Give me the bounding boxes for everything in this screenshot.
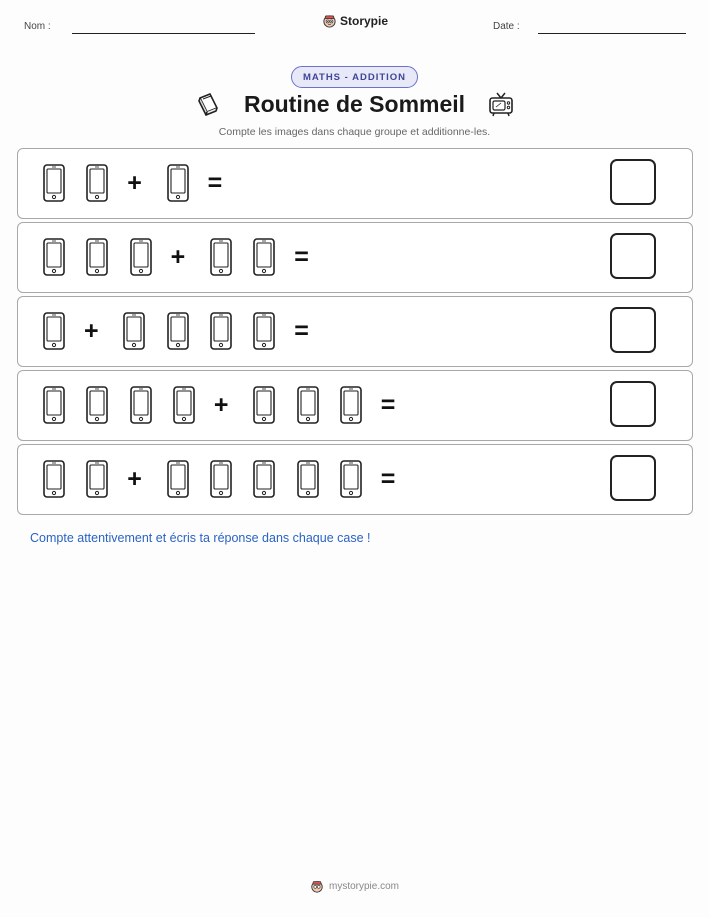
storypie-mascot-icon — [310, 879, 324, 893]
smartphone-icon — [167, 460, 189, 503]
problem-row — [17, 370, 693, 441]
date-line[interactable] — [538, 33, 686, 34]
smartphone-icon — [86, 164, 108, 207]
equals-sign: = — [294, 243, 309, 271]
plus-sign: + — [213, 391, 229, 419]
smartphone-icon — [130, 386, 152, 429]
plus-sign: + — [127, 169, 142, 197]
smartphone-icon — [167, 164, 189, 207]
equals-sign: = — [380, 391, 396, 419]
problem-row — [17, 222, 693, 293]
plus-sign: + — [127, 465, 142, 493]
problem-row — [17, 296, 693, 367]
plus-sign: + — [170, 243, 186, 271]
problem-row — [17, 148, 693, 219]
problem-row — [17, 444, 693, 515]
smartphone-icon — [253, 312, 275, 355]
smartphone-icon — [43, 460, 65, 503]
smartphone-icon — [340, 460, 362, 503]
tv-icon — [487, 90, 515, 118]
name-label: Nom : — [24, 21, 51, 32]
page-title: Routine de Sommeil — [243, 90, 466, 117]
plus-sign: + — [83, 317, 99, 345]
answer-box[interactable] — [610, 455, 656, 501]
answer-box[interactable] — [610, 159, 656, 205]
equals-sign: = — [294, 317, 309, 345]
answer-box[interactable] — [610, 233, 656, 279]
footer-url[interactable]: mystorypie.com — [328, 880, 399, 892]
smartphone-icon — [210, 312, 232, 355]
smartphone-icon — [123, 312, 145, 355]
title-row — [0, 90, 709, 118]
instructions: Compte les images dans chaque groupe et additionne-les. — [218, 126, 491, 138]
smartphone-icon — [130, 238, 152, 281]
smartphone-icon — [43, 312, 65, 355]
brand-logo — [322, 13, 388, 28]
smartphone-icon — [86, 460, 108, 503]
smartphone-icon — [86, 238, 108, 281]
answer-box[interactable] — [610, 381, 656, 427]
subject-badge: MATHS - ADDITION — [291, 66, 418, 88]
smartphone-icon — [253, 386, 275, 429]
smartphone-icon — [43, 238, 65, 281]
smartphone-icon — [86, 386, 108, 429]
smartphone-icon — [167, 312, 189, 355]
date-label: Date : — [493, 21, 520, 32]
smartphone-icon — [43, 386, 65, 429]
smartphone-icon — [253, 460, 275, 503]
smartphone-icon — [253, 238, 275, 281]
smartphone-icon — [297, 460, 319, 503]
smartphone-icon — [173, 386, 195, 429]
smartphone-icon — [43, 164, 65, 207]
brand-name: Storypie — [340, 13, 389, 28]
smartphone-icon — [210, 238, 232, 281]
reminder-note: Compte attentivement et écris ta réponse dans chaque case ! — [30, 531, 371, 545]
smartphone-icon — [340, 386, 362, 429]
book-icon — [194, 90, 222, 118]
equals-sign: = — [380, 465, 396, 493]
smartphone-icon — [210, 460, 232, 503]
storypie-mascot-icon — [322, 13, 337, 28]
equals-sign: = — [207, 169, 223, 197]
footer — [0, 879, 709, 893]
smartphone-icon — [297, 386, 319, 429]
answer-box[interactable] — [610, 307, 656, 353]
name-line[interactable] — [72, 33, 255, 34]
